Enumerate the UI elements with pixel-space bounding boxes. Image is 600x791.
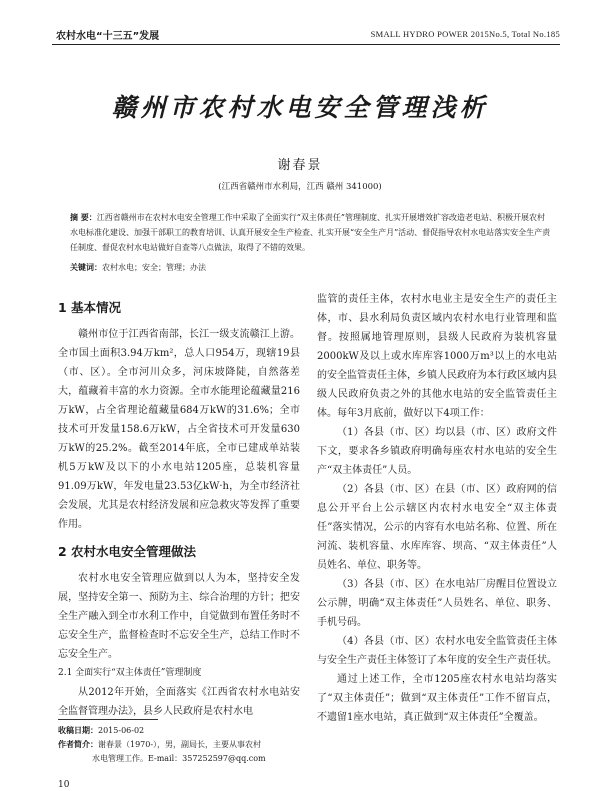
paragraph: （2）各县（市、区）在县（市、区）政府网的信息公开平台上公示辖区内农村水电安全“双主体责任”落实情况，公示的内容有水电站名称、位置、所在河流、装机容量、水库库容、坝高、“双主体责任”人员姓名、单位、职务等。 (317, 484, 557, 571)
abstract-text: 江西省赣州市在农村水电安全管理工作中采取了全面实行“双主体责任”管理制度、扎实开展增效扩容改造老电站、积极开展农村水电标准化建设、加强干部职工的教育培训、认真开展安全生产检查、扎实开展“安全生产月”活动、督促指导农村水电站落实安全生产责任制度、督促农村水电站做好自查等八点做法，取得了不错的效果。 (70, 213, 551, 252)
paragraph: 农村水电安全管理应做到以人为本，坚持安全发展，坚持安全第一、预防为主、综合治理的方针；把安全生产融入到全市水利工作中，自觉做到布置任务时不忘安全生产，监督检查时不忘安全生产，总结工作时不忘安全生产。 (58, 573, 300, 660)
left-column (58, 290, 300, 721)
header-right: SMALL HYDRO POWER 2015No.5, Total No.185 (370, 29, 560, 39)
keywords-label: 关键词： (70, 263, 102, 272)
section-2-heading: 2 农村水电安全管理做法 (58, 544, 197, 559)
paragraph: 监管的责任主体，农村水电业主是安全生产的责任主体，市、县水利局负责区域内农村水电行业管理和监督。按照属地管理原则，县级人民政府为装机容量2000kW及以上或水库库容1000万m³以上的水电站的安全监管责任主体，乡镇人民政府为本行政区域内县级人民政府负责之外的其他水电站的安全监管责任主体。每年3月底前，做好以下4项工作： (317, 294, 557, 419)
paragraph: 通过上述工作，全市1205座农村水电站均落实了“双主体责任”；做到“双主体责任”工作不留盲点，不遗留1座水电站，真正做到“双主体责任”全覆盖。 (317, 674, 557, 723)
running-header (56, 26, 560, 42)
paragraph: 赣州市位于江西省南部，长江一级支流赣江上游。全市国土面积3.94万km²，总人口954万，现辖19县（市、区）。全市河川众多，河床坡降陡，自然落差大，蕴藏着丰富的水力资源。全市水能理论蕴藏量216万kW，占全省理论蕴藏量684万kW的31.6%；全市技术可开发量158.6万kW，占全省技术可开发量630万kW的25.2%。截至2014年底，全市已建成单站装机5万kW及以下的小水电站1205座，总装机容量91.09万kW，年发电量23.53亿kW·h，为全市经济社会发展，尤其是农村经济发展和应急救灾等发挥了重要作用。 (58, 329, 300, 530)
received-date: 收稿日期：2015-06-02 (58, 726, 145, 735)
paragraph: （1）各县（市、区）均以县（市、区）政府文件下文，要求各乡镇政府明确每座农村水电站的安全生产“双主体责任”人员。 (317, 427, 557, 476)
abstract (70, 210, 552, 255)
footnote-rule (58, 719, 158, 720)
section-1-heading: 1 基本情况 (58, 300, 122, 315)
footnote (58, 724, 308, 766)
header-rule (52, 44, 560, 45)
article-title: 赣州市农村水电安全管理浅析 (111, 93, 489, 122)
paragraph: （3）各县（市、区）在水电站厂房醒目位置设立公示牌，明确“双主体责任”人员姓名、单位、职务、手机号码。 (317, 579, 557, 628)
paragraph: 从2012年开始，全面落实《江西省农村水电站安全监督管理办法》，县乡人民政府是农村水电 (58, 687, 300, 717)
paragraph: （4）各县（市、区）农村水电安全监管责任主体与安全生产责任主体签订了本年度的安全生产责任状。 (317, 636, 557, 666)
section-2-1-heading: 2.1 全面实行“双主体责任”管理制度 (58, 668, 202, 678)
keywords-text: 农村水电；安全；管理；办法 (102, 263, 206, 272)
page-number: 10 (58, 780, 70, 790)
author-info: 作者简介：谢春景（1970-），男，副局长，主要从事农村 (58, 740, 262, 749)
affiliation: (江西省赣州市水利局，江西 赣州 341000) (218, 182, 382, 192)
abstract-label: 摘 要： (70, 213, 97, 222)
author-info-cont: 水电管理工作。E-mail：357252597@qq.com (92, 754, 266, 763)
header-left: 农村水电“十三五”发展 (56, 30, 160, 42)
author-name: 谢春景 (277, 158, 323, 173)
keywords (70, 262, 552, 273)
right-column (317, 290, 557, 727)
